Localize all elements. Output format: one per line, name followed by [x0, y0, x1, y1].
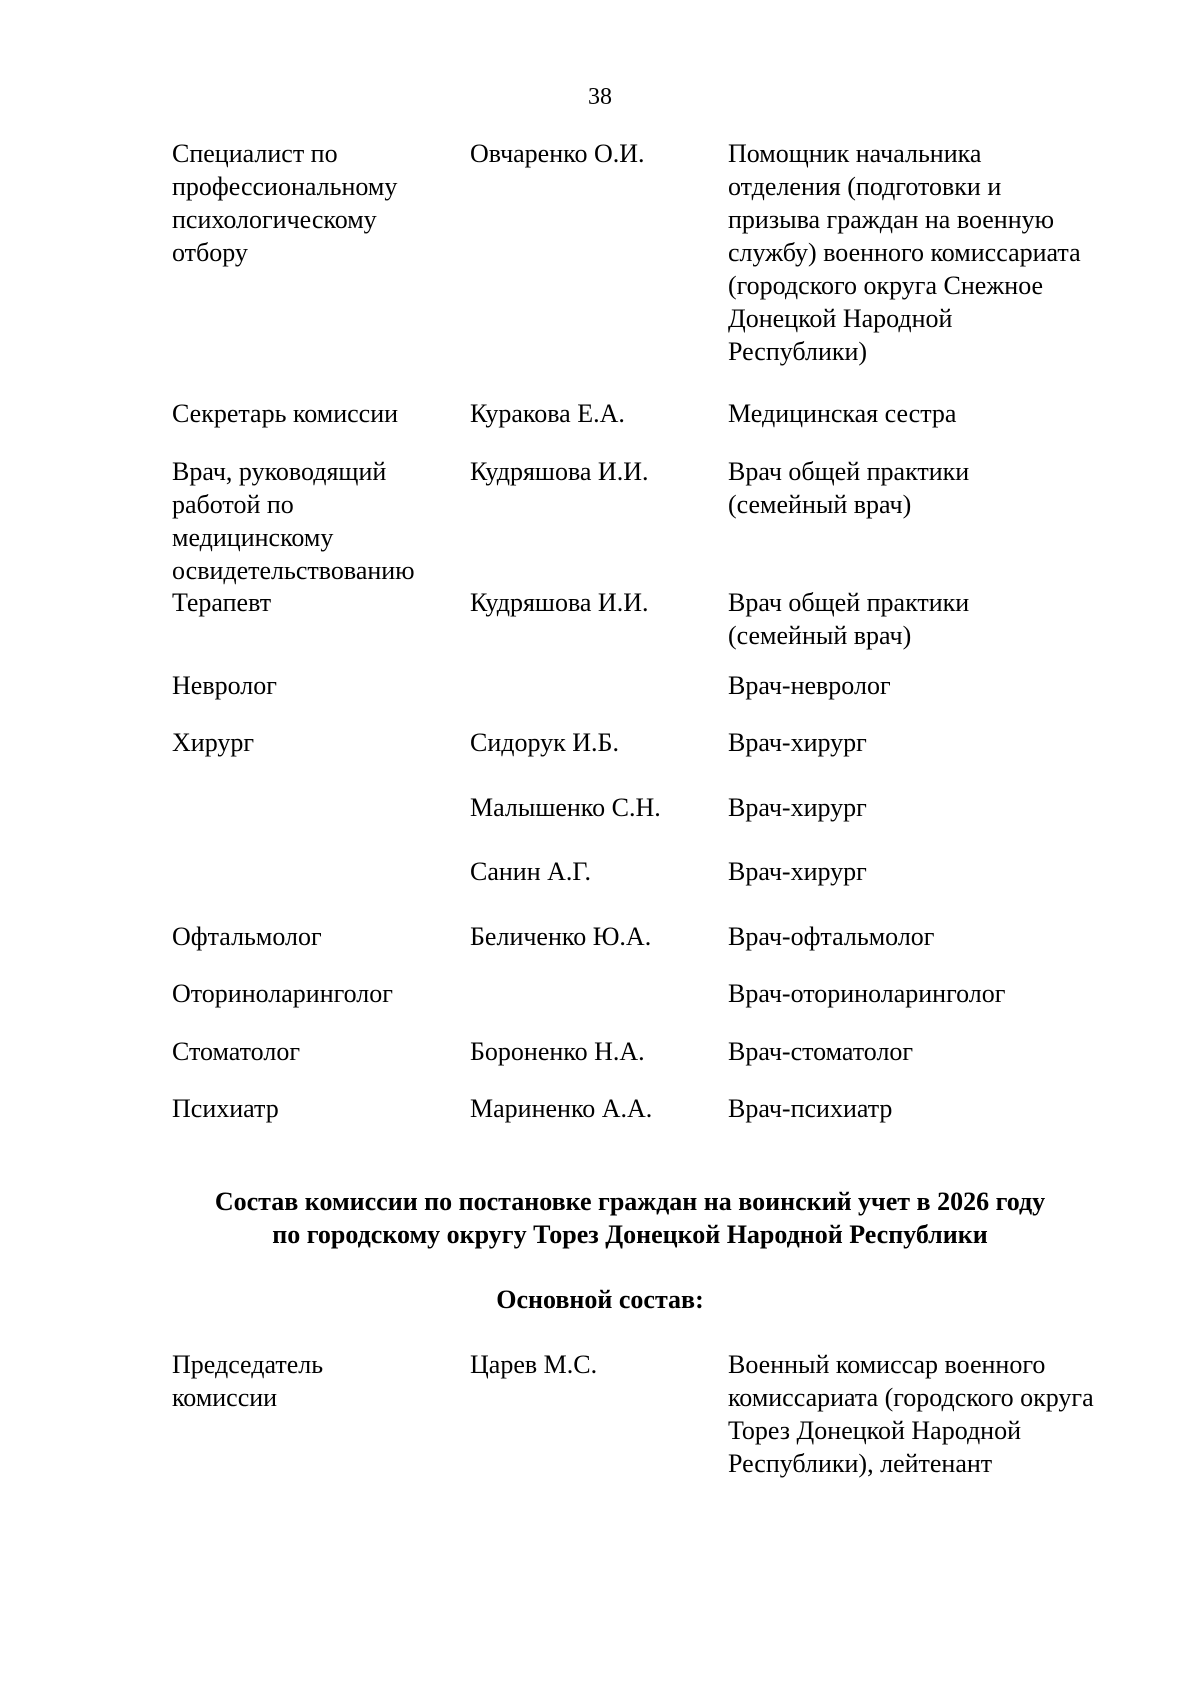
name-cell: Бороненко Н.А. [470, 1037, 645, 1066]
name-cell: Кудряшова И.И. [470, 457, 649, 486]
name-cell: Санин А.Г. [470, 857, 591, 886]
role-cell: Специалист по профессиональному психологическому отбору [172, 139, 398, 267]
position-cell: Помощник начальника отделения (подготовки и призыва граждан на военную службу) военного комиссариата (городского округа Снежное Донецкой Народной Республики) [728, 139, 1081, 366]
position-cell: Врач общей практики (семейный врач) [728, 588, 970, 650]
name-cell: Мариненко А.А. [470, 1094, 653, 1123]
name-cell: Кудряшова И.И. [470, 588, 649, 617]
role-cell: Хирург [172, 728, 255, 757]
position-cell: Врач-невролог [728, 671, 891, 700]
role-cell: Терапевт [172, 588, 272, 617]
role-cell: Врач, руководящий работой по медицинскому освидетельствованию [172, 457, 415, 585]
position-cell: Врач-оториноларинголог [728, 979, 1006, 1008]
name-cell: Овчаренко О.И. [470, 139, 645, 168]
page-number: 38 [588, 84, 612, 110]
position-cell: Врач общей практики (семейный врач) [728, 457, 970, 519]
name-cell: Куракова Е.А. [470, 399, 625, 428]
role-cell: Офтальмолог [172, 922, 322, 951]
name-cell: Малышенко С.Н. [470, 793, 661, 822]
position-cell: Медицинская сестра [728, 399, 957, 428]
position-cell: Врач-хирург [728, 857, 867, 886]
position-cell: Военный комиссар военного комиссариата (городского округа Торез Донецкой Народной Республики), лейтенант [728, 1350, 1094, 1478]
position-cell: Врач-хирург [728, 728, 867, 757]
position-cell: Врач-хирург [728, 793, 867, 822]
role-cell: Секретарь комиссии [172, 399, 399, 428]
role-cell: Стоматолог [172, 1037, 300, 1066]
role-cell: Председатель комиссии [172, 1350, 324, 1412]
role-cell: Оториноларинголог [172, 979, 393, 1008]
subsection-title: Основной состав: [496, 1285, 704, 1314]
name-cell: Беличенко Ю.А. [470, 922, 652, 951]
position-cell: Врач-офтальмолог [728, 922, 935, 951]
position-cell: Врач-психиатр [728, 1094, 893, 1123]
role-cell: Психиатр [172, 1094, 279, 1123]
section-title: Состав комиссии по постановке граждан на воинский учет в 2026 году по городскому округу Торез Донецкой Народной Республики [214, 1187, 1046, 1249]
name-cell: Сидорук И.Б. [470, 728, 619, 757]
role-cell: Невролог [172, 671, 277, 700]
position-cell: Врач-стоматолог [728, 1037, 914, 1066]
name-cell: Царев М.С. [470, 1350, 598, 1379]
